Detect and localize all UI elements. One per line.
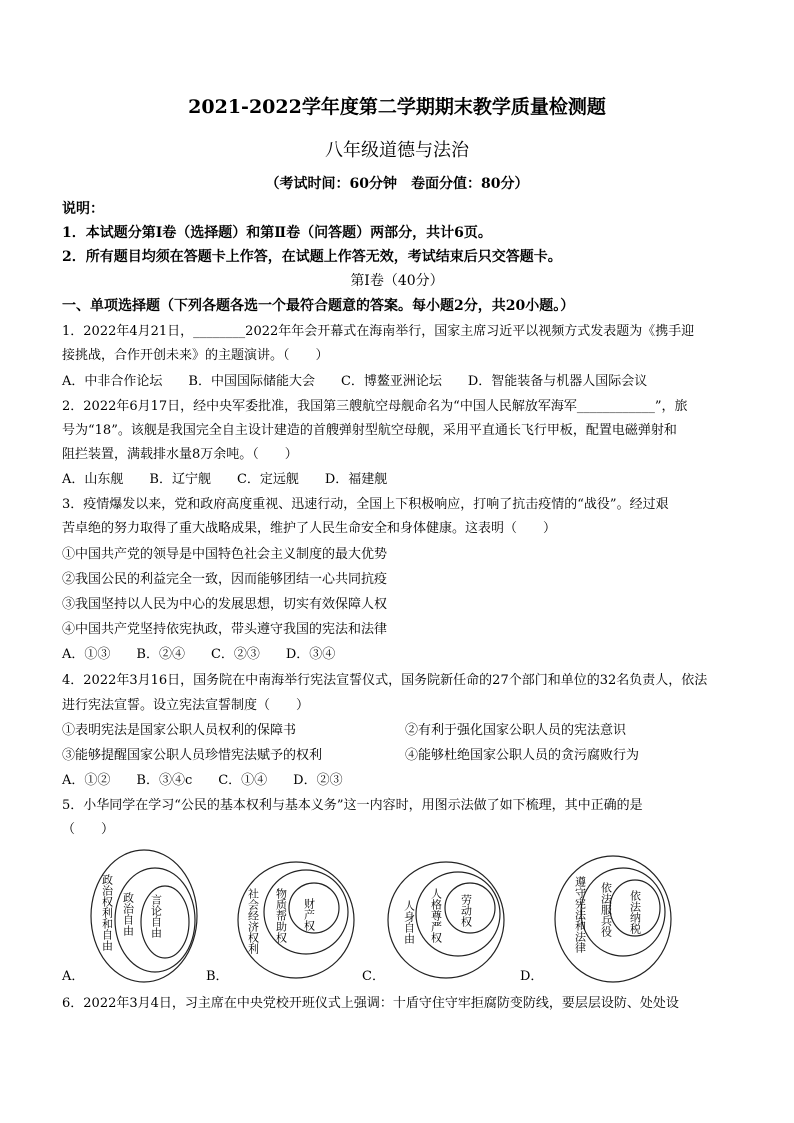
q5-d-middle-label: 依法服兵役 — [599, 882, 613, 937]
q4-statement-1: ①表明宪法是国家公职人员权利的保障书 — [62, 723, 297, 738]
q3-statement-1: ①中国共产党的领导是中国特色社会主义制度的最大优势 — [62, 547, 388, 562]
q3-statement-4: ④中国共产党坚持依宪执政，带头遵守我国的宪法和法律 — [62, 622, 388, 637]
q4-statement-4: ④能够杜绝国家公职人员的贪污腐败行为 — [405, 748, 640, 763]
q4-statement-3: ③能够提醒国家公职人员珍惜宪法赋予的权利 — [62, 748, 323, 763]
q2-line-3: 阻拦装置，满载排水量8万余吨。（ ） — [62, 447, 298, 462]
q5-a-middle-label: 政治自由 — [121, 892, 135, 936]
q2-line-2: 号为“18”。该舰是我国完全自主设计建造的首艘弹射型航空母舰，采用平直通长飞行甲板，配置电磁弹射和 — [62, 423, 677, 438]
q5-b-middle-label: 物质帮助权 — [274, 888, 288, 943]
q5-label-c: C． — [362, 969, 385, 984]
q4-line-2: 进行宪法宣誓。设立宪法宣誓制度（ ） — [62, 698, 310, 713]
q5-b-outer-label: 社会经济权利 — [246, 888, 260, 954]
exam-subtitle: 八年级道德与法治 — [325, 140, 469, 161]
q3-options: A．①③ B．②④ C．②③ D．③④ — [62, 647, 336, 662]
q5-diagram-a — [88, 846, 208, 986]
q5-label-b: B． — [206, 969, 229, 984]
q5-c-middle-label: 人格尊严权 — [429, 888, 443, 943]
q2-options: A．山东舰 B．辽宁舰 C．定远舰 D．福建舰 — [62, 472, 388, 487]
q6-line-1: 6．2022年3月4日，习主席在中央党校开班仪式上强调：十盾守住守牢拒腐防变防线，要层层设防、处处设 — [62, 996, 679, 1011]
q1-line-1: 1．2022年4月21日，________2022年年会开幕式在海南举行，国家主席习近平以视频方式发表题为《携手迎 — [62, 324, 695, 339]
q3-statement-2: ②我国公民的利益完全一致，因而能够团结一心共同抗疫 — [62, 572, 388, 587]
exam-info: （考试时间：60分钟 卷面分值：80分） — [265, 176, 529, 192]
q3-line-2: 苦卓绝的努力取得了重大战略成果，维护了人民生命安全和身体健康。这表明（ ） — [62, 521, 557, 536]
q5-diagram-b — [234, 858, 358, 982]
q5-d-outer-label: 遵守宪法和法律 — [573, 876, 587, 953]
q5-diagram-c — [384, 858, 508, 982]
section1-heading: 一、单项选择题（下列各题各选一个最符合题意的答案。每小题2分，共20小题。） — [62, 298, 575, 314]
q4-options: A．①② B．③④c C．①④ D．②③ — [62, 773, 343, 788]
q5-a-inner-label: 言论自由 — [149, 894, 163, 938]
q5-label-a: A． — [62, 969, 85, 984]
q3-line-1: 3．疫情爆发以来，党和政府高度重视、迅速行动，全国上下积极响应，打响了抗击疫情的“战役”。经过艰 — [62, 497, 669, 512]
q1-options: A．中非合作论坛 B．中国国际储能大会 C．博鳌亚洲论坛 D．智能装备与机器人国际会议 — [62, 374, 648, 389]
section1-title: 第Ⅰ卷（40分） — [350, 273, 444, 289]
q5-c-inner-label: 劳动权 — [459, 894, 473, 927]
q4-line-1: 4．2022年3月16日，国务院在中南海举行宪法宣誓仪式，国务院新任命的27个部门和单位的32名负责人，依法 — [62, 673, 708, 688]
q5-d-inner-label: 依法纳税 — [628, 890, 642, 934]
instructions-heading: 说明： — [62, 201, 104, 217]
q5-a-outer-label: 政治权利和自由 — [100, 874, 114, 951]
q5-line-1: 5．小华同学在学习“公民的基本权利与基本义务”这一内容时，用图示法做了如下梳理，其中正确的是 — [62, 798, 643, 813]
q2-line-1: 2．2022年6月17日，经中央军委批准，我国第三艘航空母舰命名为“中国人民解放军海军____________”，旅 — [62, 399, 688, 414]
instruction-item-2: 2．所有题目均须在答题卡上作答，在试题上作答无效，考试结束后只交答题卡。 — [62, 249, 562, 265]
exam-title: 2021-2022学年度第二学期期末教学质量检测题 — [188, 96, 606, 118]
q1-line-2: 接挑战，合作开创未来》的主题演讲。（ ） — [62, 348, 329, 363]
q5-line-2: （ ） — [62, 822, 115, 837]
q3-statement-3: ③我国坚持以人民为中心的发展思想，切实有效保障人权 — [62, 597, 388, 612]
q5-diagram-d — [551, 852, 675, 986]
instruction-item-1: 1．本试题分第Ⅰ卷（选择题）和第Ⅱ卷（问答题）两部分，共计6页。 — [62, 225, 492, 241]
q5-b-inner-label: 财产权 — [302, 898, 316, 931]
q5-c-outer-label: 人身自由 — [402, 900, 416, 944]
q5-label-d: D． — [520, 969, 544, 984]
q4-statement-2: ②有利于强化国家公职人员的宪法意识 — [405, 723, 627, 738]
